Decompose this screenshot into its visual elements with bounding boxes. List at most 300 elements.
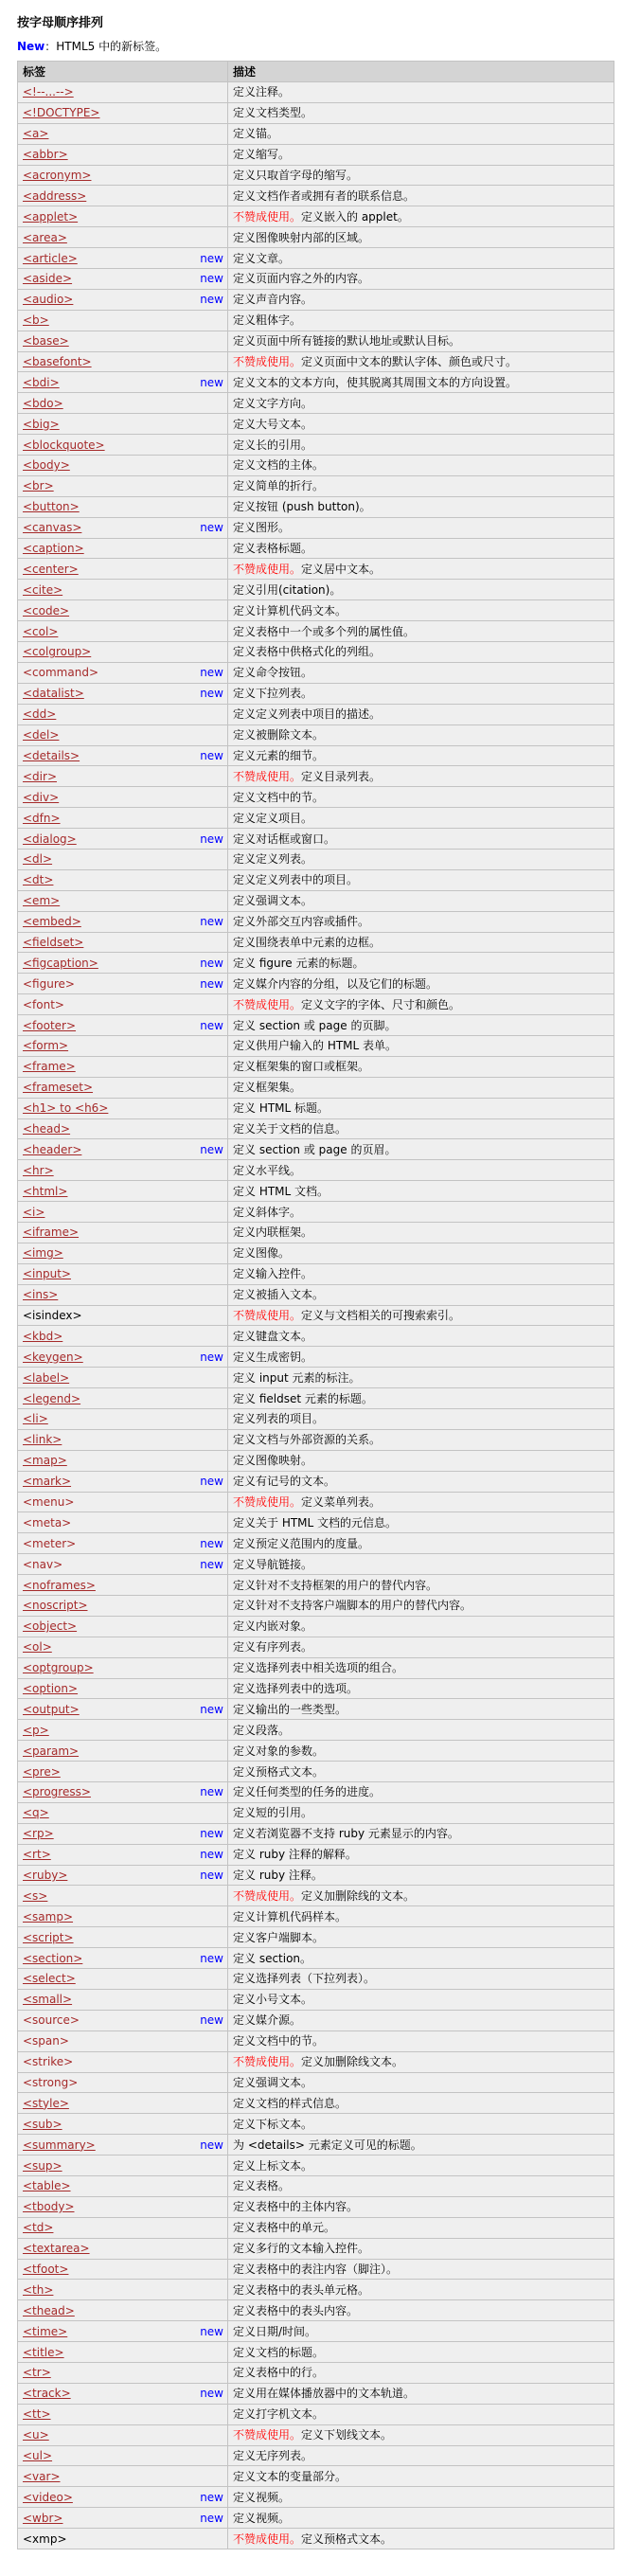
tag-cell (18, 994, 228, 1015)
tag-link[interactable]: <li> (23, 1412, 48, 1426)
deprecated-label: 不赞成使用。 (233, 1495, 302, 1509)
tag-link[interactable]: <embed> (23, 915, 81, 929)
tag-link[interactable]: <q> (23, 1806, 49, 1820)
description-text: 定义媒介源。 (233, 2013, 302, 2028)
tag-link[interactable]: <abbr> (23, 148, 68, 162)
tag-link[interactable]: <dir> (23, 769, 57, 783)
tag-link[interactable]: <fieldset> (23, 935, 84, 949)
description-cell (228, 2280, 614, 2300)
new-badge: new (200, 976, 223, 991)
description-cell (228, 1865, 614, 1886)
tag-link[interactable]: <bdi> (23, 375, 60, 389)
description-cell (228, 2217, 614, 2238)
tag-cell (18, 1181, 228, 1202)
description-text: 定义文本的文本方向，使其脱离其周围文本的方向设置。 (233, 375, 518, 389)
tag-cell (18, 289, 228, 310)
tag-link[interactable]: <!--...--> (23, 85, 74, 99)
tag-link[interactable]: <tfoot> (23, 2262, 69, 2276)
description-text: 定义 HTML 文档。 (233, 1184, 329, 1198)
tag-link[interactable]: <source> (23, 2013, 80, 2028)
description-cell (228, 974, 614, 994)
tag-link[interactable]: <s> (23, 1888, 48, 1903)
tag-link[interactable]: <datalist> (23, 687, 84, 701)
tag-link[interactable]: <bdo> (23, 396, 63, 410)
tag-link[interactable]: <area> (23, 230, 67, 244)
tag-link[interactable]: <del> (23, 728, 60, 742)
tag-link[interactable]: <p> (23, 1723, 49, 1737)
tag-link[interactable]: <mark> (23, 1475, 72, 1489)
table-row (18, 1927, 614, 1948)
tag-link[interactable]: <frameset> (23, 1081, 94, 1095)
tag-link[interactable]: <basefont> (23, 355, 92, 369)
table-row (18, 2051, 614, 2072)
tag-link[interactable]: <th> (23, 2282, 54, 2297)
tag-link[interactable]: <legend> (23, 1391, 81, 1405)
description-cell (228, 2010, 614, 2030)
tag-link[interactable]: <progress> (23, 1785, 91, 1799)
description-text: 定义小号文本。 (233, 1993, 313, 2007)
tag-link[interactable]: <thead> (23, 2303, 75, 2317)
tag-link[interactable]: <dd> (23, 707, 57, 722)
tag-link[interactable]: <section> (23, 1951, 83, 1965)
tag-link[interactable]: <i> (23, 1205, 45, 1219)
tag-link[interactable]: <article> (23, 251, 78, 265)
description-cell (228, 102, 614, 123)
tag-cell (18, 2051, 228, 2072)
description-cell (228, 1720, 614, 1741)
description-text: 定义定义列表。 (233, 852, 313, 867)
description-cell (228, 2259, 614, 2280)
description-cell (228, 559, 614, 580)
table-row (18, 248, 614, 269)
tag-cell (18, 144, 228, 165)
tag-link[interactable]: <ul> (23, 2448, 53, 2462)
tag-cell (18, 538, 228, 559)
tag-link[interactable]: <samp> (23, 1909, 74, 1923)
table-row (18, 435, 614, 456)
tag-link[interactable]: <header> (23, 1142, 82, 1156)
tag-cell (18, 2093, 228, 2114)
table-row (18, 165, 614, 186)
description-cell (228, 186, 614, 206)
header-description: 描述 (228, 62, 614, 82)
tag-link[interactable]: <button> (23, 500, 80, 514)
deprecated-label: 不赞成使用。 (233, 1308, 302, 1322)
description-cell (228, 372, 614, 393)
description-cell (228, 1243, 614, 1263)
description-text: 定义文档的标题。 (233, 2345, 325, 2359)
description-cell (228, 829, 614, 850)
tag-link[interactable]: <colgroup> (23, 645, 92, 659)
tag-link[interactable]: <b> (23, 313, 49, 328)
description-text: 定义文档中的节。 (233, 2034, 325, 2048)
description-text: 定义关于文档的信息。 (233, 1121, 347, 1136)
description-text: 定义 fieldset 元素的标题。 (233, 1391, 373, 1405)
table-row (18, 475, 614, 496)
description-cell (228, 2404, 614, 2424)
tag-cell (18, 953, 228, 974)
description-cell (228, 953, 614, 974)
tag-link[interactable]: <form> (23, 1039, 69, 1053)
tag-cell (18, 1243, 228, 1263)
tag-link[interactable]: <cite> (23, 582, 63, 597)
tag-cell (18, 1368, 228, 1388)
tag-cell (18, 2487, 228, 2508)
description-cell (228, 123, 614, 144)
tag-link[interactable]: <figure> (23, 976, 75, 991)
tag-link[interactable]: <!DOCTYPE> (23, 106, 100, 120)
tag-link[interactable]: <time> (23, 2324, 68, 2338)
description-cell (228, 1118, 614, 1139)
tag-cell (18, 1429, 228, 1450)
table-row (18, 186, 614, 206)
tag-cell (18, 475, 228, 496)
tag-link[interactable]: <figcaption> (23, 956, 98, 970)
tag-link[interactable]: <tt> (23, 2407, 51, 2422)
tag-link[interactable]: <em> (23, 894, 61, 908)
tag-link[interactable]: <applet> (23, 209, 79, 224)
tag-link[interactable]: <keygen> (23, 1350, 83, 1364)
tag-link[interactable]: <address> (23, 188, 87, 203)
new-badge: new (200, 1827, 223, 1841)
tag-link[interactable]: <map> (23, 1454, 67, 1468)
table-row (18, 2466, 614, 2487)
table-row (18, 1368, 614, 1388)
table-row (18, 1678, 614, 1699)
tag-link[interactable]: <dfn> (23, 811, 61, 825)
tag-link[interactable]: <strong> (23, 2075, 79, 2089)
description-text: 定义内嵌对象。 (233, 1619, 313, 1634)
tag-link[interactable]: <input> (23, 1267, 71, 1281)
tag-link[interactable]: <caption> (23, 542, 84, 556)
tag-cell (18, 911, 228, 932)
description-text: 定义菜单列表。 (301, 1495, 382, 1509)
table-row (18, 2508, 614, 2529)
description-cell (228, 1409, 614, 1430)
description-text: 定义 HTML 标题。 (233, 1101, 329, 1116)
description-cell (228, 1263, 614, 1284)
tag-link[interactable]: <a> (23, 127, 49, 141)
description-text: 定义表格中的行。 (233, 2366, 325, 2380)
legend-text: ：HTML5 中的新标签。 (44, 40, 168, 53)
tag-cell (18, 310, 228, 331)
new-badge: new (200, 1848, 223, 1862)
tag-link[interactable]: <span> (23, 2034, 69, 2048)
table-body (18, 82, 614, 2549)
table-row (18, 1782, 614, 1803)
tag-link[interactable]: <summary> (23, 2138, 96, 2152)
description-cell (228, 1471, 614, 1492)
tag-link[interactable]: <style> (23, 2096, 69, 2110)
tag-link[interactable]: <var> (23, 2469, 61, 2483)
table-row (18, 724, 614, 745)
description-cell (228, 2093, 614, 2114)
tag-link[interactable]: <meta> (23, 1515, 72, 1530)
tag-cell (18, 2383, 228, 2404)
tag-link[interactable]: <kbd> (23, 1329, 63, 1343)
description-text: 定义只取首字母的缩写。 (233, 169, 359, 182)
table-row (18, 1989, 614, 2010)
tag-link[interactable]: <dialog> (23, 832, 77, 846)
table-row (18, 2300, 614, 2321)
tag-link[interactable]: <wbr> (23, 2511, 63, 2525)
tag-link[interactable]: <nav> (23, 1557, 63, 1571)
description-cell (228, 1202, 614, 1223)
description-cell (228, 165, 614, 186)
new-badge: new (200, 521, 223, 535)
table-row (18, 1450, 614, 1471)
description-text: 定义居中文本。 (301, 562, 382, 576)
description-text: 定义文档类型。 (233, 106, 313, 120)
tag-link[interactable]: <ins> (23, 1288, 59, 1302)
tag-link[interactable]: <details> (23, 748, 80, 762)
description-cell (228, 994, 614, 1015)
tag-link[interactable]: <frame> (23, 1060, 76, 1074)
tag-link[interactable]: <td> (23, 2221, 54, 2235)
description-cell (228, 496, 614, 517)
description-text: 定义 ruby 注释。 (233, 1869, 323, 1883)
tag-cell (18, 414, 228, 435)
tag-link[interactable]: <command> (23, 666, 99, 680)
tag-link[interactable]: <img> (23, 1246, 63, 1261)
description-cell (228, 2072, 614, 2093)
tag-cell (18, 435, 228, 456)
tag-link[interactable]: <select> (23, 1972, 76, 1986)
tag-link[interactable]: <div> (23, 790, 60, 804)
description-cell (228, 517, 614, 538)
tag-link[interactable]: <aside> (23, 272, 73, 286)
table-row (18, 2217, 614, 2238)
tag-link[interactable]: <br> (23, 479, 54, 493)
tag-link[interactable]: <track> (23, 2387, 71, 2401)
tag-link[interactable]: <ruby> (23, 1869, 68, 1883)
description-text: 定义供用户输入的 HTML 表单。 (233, 1039, 398, 1053)
tag-link[interactable]: <option> (23, 1682, 79, 1696)
description-text: 定义被删除文本。 (233, 728, 325, 742)
new-badge: new (200, 1475, 223, 1489)
tag-link[interactable]: <u> (23, 2428, 49, 2442)
table-row (18, 414, 614, 435)
tag-link[interactable]: <label> (23, 1370, 70, 1385)
description-text: 定义下拉列表。 (233, 687, 313, 701)
new-badge: new (200, 1536, 223, 1550)
tag-link[interactable]: <code> (23, 603, 70, 617)
description-text: 定义表格中的单元。 (233, 2221, 336, 2235)
tag-cell (18, 704, 228, 724)
description-cell (228, 2487, 614, 2508)
new-badge: new (200, 915, 223, 929)
tag-link[interactable]: <font> (23, 997, 64, 1011)
tag-cell (18, 683, 228, 704)
table-row (18, 1243, 614, 1263)
tag-link[interactable]: <body> (23, 458, 70, 473)
tag-link[interactable]: <base> (23, 334, 69, 349)
table-row (18, 1906, 614, 1927)
tag-cell (18, 1035, 228, 1056)
tag-link[interactable]: <sup> (23, 2158, 62, 2173)
tag-link[interactable]: <h1> to <h6> (23, 1101, 109, 1116)
description-text: 定义简单的折行。 (233, 479, 325, 493)
tag-link[interactable]: <small> (23, 1993, 73, 2007)
new-badge: new (200, 2490, 223, 2504)
tag-cell (18, 2342, 228, 2363)
description-text: 定义预格式文本。 (233, 1764, 325, 1779)
description-cell (228, 1368, 614, 1388)
tag-link[interactable]: <meter> (23, 1536, 77, 1550)
tag-link[interactable]: <ol> (23, 1640, 52, 1655)
description-cell (228, 393, 614, 414)
table-row (18, 2342, 614, 2363)
new-badge: new (200, 1142, 223, 1156)
tag-link[interactable]: <dt> (23, 873, 54, 887)
table-row (18, 289, 614, 310)
table-row (18, 911, 614, 932)
tag-link[interactable]: <canvas> (23, 521, 82, 535)
table-row (18, 1305, 614, 1326)
tag-link[interactable]: <pre> (23, 1764, 61, 1779)
table-row (18, 2114, 614, 2135)
tag-name: <xmp> (23, 2531, 67, 2546)
tag-link[interactable]: <link> (23, 1433, 62, 1447)
tag-link[interactable]: <object> (23, 1619, 78, 1634)
description-cell (228, 1035, 614, 1056)
tag-link[interactable]: <col> (23, 624, 59, 638)
table-row (18, 787, 614, 808)
tag-link[interactable]: <head> (23, 1121, 71, 1136)
tag-link[interactable]: <footer> (23, 1018, 77, 1032)
table-row (18, 1160, 614, 1181)
table-row (18, 621, 614, 642)
tag-link[interactable]: <blockquote> (23, 438, 105, 452)
tag-link[interactable]: <acronym> (23, 169, 92, 182)
tag-link[interactable]: <rt> (23, 1848, 51, 1862)
tag-link[interactable]: <html> (23, 1184, 68, 1198)
tag-cell (18, 1762, 228, 1782)
tag-cell (18, 2300, 228, 2321)
description-text: 定义多行的文本输入控件。 (233, 2242, 370, 2256)
description-cell (228, 227, 614, 248)
deprecated-label: 不赞成使用。 (233, 1888, 302, 1903)
table-row (18, 953, 614, 974)
table-row (18, 82, 614, 103)
new-badge: new (200, 375, 223, 389)
description-text: 定义声音内容。 (233, 293, 313, 307)
description-text: 定义文字方向。 (233, 396, 313, 410)
description-text: 定义文章。 (233, 251, 291, 265)
description-text: 定义无序列表。 (233, 2448, 313, 2462)
table-row (18, 1284, 614, 1305)
tag-name: <isindex> (23, 1308, 82, 1322)
tag-cell (18, 2217, 228, 2238)
tag-link[interactable]: <optgroup> (23, 1661, 94, 1675)
description-cell (228, 82, 614, 103)
description-cell (228, 1823, 614, 1844)
tag-link[interactable]: <script> (23, 1930, 74, 1944)
description-text: 定义框架集的窗口或框架。 (233, 1060, 370, 1074)
table-row (18, 869, 614, 890)
description-text: 定义预定义范围内的度量。 (233, 1536, 370, 1550)
description-text: 定义视频。 (233, 2490, 291, 2504)
deprecated-label: 不赞成使用。 (233, 355, 302, 369)
table-row (18, 2487, 614, 2508)
tag-link[interactable]: <param> (23, 1744, 80, 1758)
description-cell (228, 808, 614, 829)
description-cell (228, 2156, 614, 2176)
tag-link[interactable]: <tbody> (23, 2200, 75, 2214)
description-cell (228, 310, 614, 331)
tag-link[interactable]: <strike> (23, 2055, 74, 2069)
tag-cell (18, 559, 228, 580)
tag-link[interactable]: <audio> (23, 293, 74, 307)
description-text: 定义表格标题。 (233, 542, 313, 556)
description-cell (228, 206, 614, 227)
tag-link[interactable]: <title> (23, 2345, 64, 2359)
tag-link[interactable]: <sub> (23, 2117, 62, 2131)
table-row (18, 2445, 614, 2466)
tag-cell (18, 1948, 228, 1969)
tag-link[interactable]: <textarea> (23, 2242, 90, 2256)
description-text: 定义内联框架。 (233, 1225, 313, 1240)
deprecated-label: 不赞成使用。 (233, 562, 302, 576)
table-row (18, 1347, 614, 1368)
tag-link[interactable]: <table> (23, 2179, 71, 2193)
table-row (18, 1181, 614, 1202)
description-cell (228, 1181, 614, 1202)
description-text: 定义输入控件。 (233, 1267, 313, 1281)
tag-cell (18, 1388, 228, 1409)
description-cell (228, 1802, 614, 1823)
description-text: 定义 ruby 注释的解释。 (233, 1848, 357, 1862)
tag-cell (18, 2259, 228, 2280)
tag-link[interactable]: <menu> (23, 1495, 75, 1509)
description-cell (228, 2051, 614, 2072)
table-row (18, 1326, 614, 1347)
tag-link[interactable]: <iframe> (23, 1225, 80, 1240)
description-cell (228, 1139, 614, 1160)
description-text: 定义 input 元素的标注。 (233, 1370, 361, 1385)
tag-link[interactable]: <hr> (23, 1163, 54, 1177)
description-cell (228, 1678, 614, 1699)
description-cell (228, 1098, 614, 1118)
new-badge: new (200, 272, 223, 286)
tag-cell (18, 1699, 228, 1720)
tag-link[interactable]: <noscript> (23, 1599, 88, 1613)
table-row (18, 829, 614, 850)
table-row (18, 1118, 614, 1139)
tag-cell (18, 2010, 228, 2030)
description-cell (228, 1616, 614, 1637)
description-text: 定义预格式文本。 (301, 2531, 393, 2546)
tag-link[interactable]: <noframes> (23, 1578, 96, 1592)
description-cell (228, 2342, 614, 2363)
tag-link[interactable]: <tr> (23, 2366, 51, 2380)
table-row (18, 2072, 614, 2093)
table-row (18, 580, 614, 600)
description-text: 定义任何类型的任务的进度。 (233, 1785, 382, 1799)
tag-link[interactable]: <big> (23, 417, 60, 431)
description-text: 定义下标文本。 (233, 2117, 313, 2131)
description-text: 定义文档中的节。 (233, 790, 325, 804)
tag-link[interactable]: <dl> (23, 852, 53, 867)
tag-link[interactable]: <center> (23, 562, 79, 576)
tag-link[interactable]: <rp> (23, 1827, 54, 1841)
tag-link[interactable]: <video> (23, 2490, 73, 2504)
description-text: 定义文档的主体。 (233, 458, 325, 473)
description-cell (228, 2135, 614, 2156)
description-text: 定义 section。 (233, 1951, 312, 1965)
tag-link[interactable]: <output> (23, 1702, 80, 1716)
description-text: 定义针对不支持客户端脚本的用户的替代内容。 (233, 1599, 472, 1613)
